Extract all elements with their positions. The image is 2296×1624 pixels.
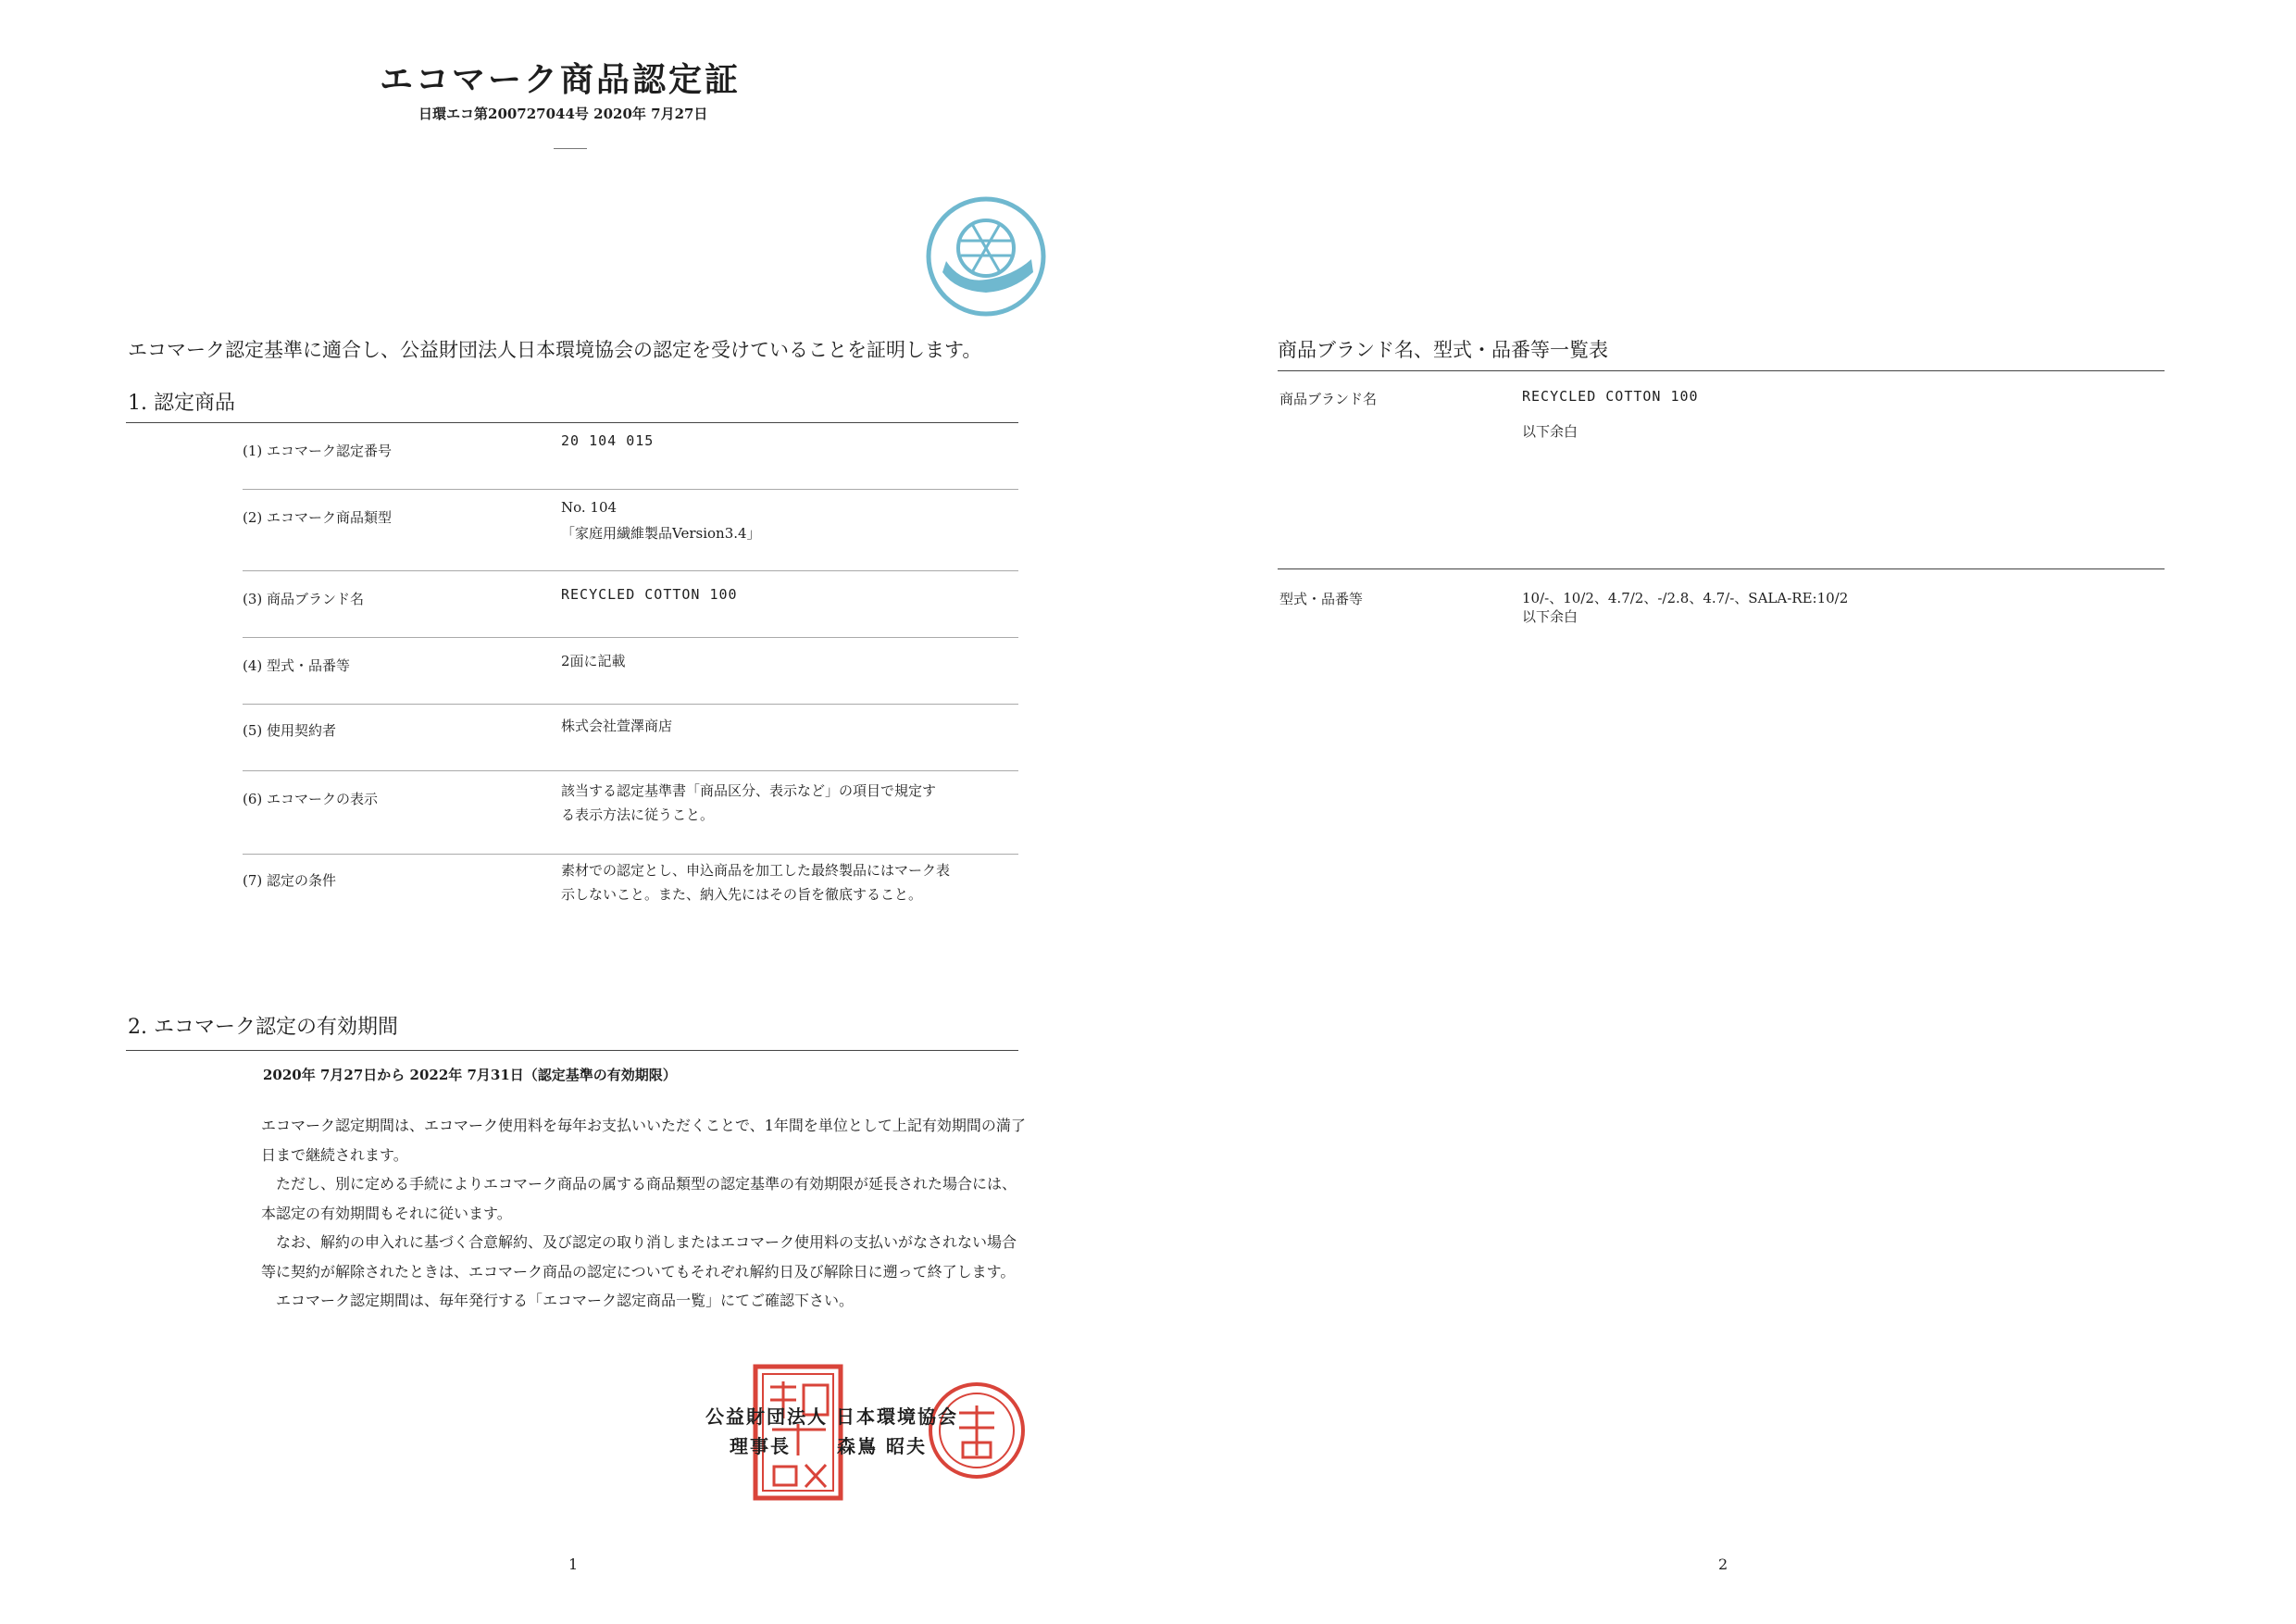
- item-label-brand-name: (3) 商品ブランド名: [243, 591, 365, 607]
- item-value-cert-number: 20 104 015: [561, 432, 655, 449]
- page-number: 1: [568, 1555, 579, 1573]
- item-value-contractor: 株式会社萱澤商店: [561, 718, 673, 734]
- item-label-contractor: (5) 使用契約者: [243, 722, 337, 739]
- item-label-product-category: (2) エコマーク商品類型: [243, 509, 393, 526]
- terms-paragraph: なお、解約の申入れに基づく合意解約、及び認定の取り消しまたはエコマーク使用料の支払いがなされない場合等に契約が解除されたときは、エコマーク商品の認定についてもそれぞれ解約日及び解除日に遡って終了します。: [261, 1233, 1017, 1280]
- item-divider: [243, 854, 1018, 855]
- model-value: 10/-、10/2、4.7/2、-/2.8、4.7/-、SALA-RE:10/2: [1522, 590, 1849, 606]
- section-1-heading: 1. 認定商品: [128, 392, 235, 415]
- item-value-product-category-no: No. 104: [561, 499, 618, 516]
- item-value-brand-name: RECYCLED COTTON 100: [561, 586, 738, 603]
- model-section-rule: [1278, 568, 2165, 569]
- validity-period: 2020年 7月27日から 2022年 7月31日（認定基準の有効期限）: [263, 1067, 677, 1083]
- certificate-title: エコマーク商品認定証: [380, 60, 742, 99]
- item-label-cert-number: (1) エコマーク認定番号: [243, 443, 393, 459]
- section-1-rule: [126, 422, 1018, 423]
- validity-terms: [261, 1111, 1029, 1316]
- item-divider: [243, 637, 1018, 638]
- item-divider: [243, 770, 1018, 771]
- brand-blank-note: 以下余白: [1522, 423, 1578, 440]
- item-value-conditions-line2: 示しないこと。また、納入先にはその旨を徹底すること。: [561, 886, 923, 903]
- ecomark-earth-hands-icon: [924, 194, 1048, 319]
- terms-paragraph: エコマーク認定期間は、毎年発行する「エコマーク認定商品一覧」にてご確認下さい。: [261, 1292, 855, 1309]
- item-label-model: (4) 型式・品番等: [243, 657, 351, 674]
- title-divider: [554, 148, 587, 149]
- model-blank-note: 以下余白: [1522, 608, 1578, 625]
- official-round-seal-icon: [926, 1380, 1028, 1481]
- section-2-heading: 2. エコマーク認定の有効期間: [128, 1016, 398, 1039]
- brand-value: RECYCLED COTTON 100: [1522, 388, 1699, 405]
- item-value-mark-display-line2: る表示方法に従うこと。: [561, 806, 715, 823]
- item-divider: [243, 704, 1018, 705]
- certificate-number-date: 日環エコ第200727044号 2020年 7月27日: [418, 106, 708, 122]
- certificate-page-2: [1148, 0, 2296, 1624]
- item-label-mark-display: (6) エコマークの表示: [243, 791, 379, 807]
- model-label: 型式・品番等: [1279, 591, 1364, 607]
- list-title: 商品ブランド名、型式・品番等一覧表: [1278, 339, 1608, 361]
- brand-label: 商品ブランド名: [1279, 391, 1378, 407]
- item-value-product-category-name: 「家庭用繊維製品Version3.4」: [561, 525, 761, 542]
- item-value-conditions-line1: 素材での認定とし、申込商品を加工した最終製品にはマーク表: [561, 862, 951, 879]
- page-number: 2: [1718, 1555, 1728, 1573]
- item-value-model: 2面に記載: [561, 653, 626, 669]
- section-2-rule: [126, 1050, 1018, 1051]
- item-label-conditions: (7) 認定の条件: [243, 872, 337, 889]
- signer-name: 森嶌 昭夫: [837, 1435, 927, 1457]
- item-divider: [243, 489, 1018, 490]
- signer-organization: 公益財団法人 日本環境協会: [705, 1405, 958, 1428]
- item-value-mark-display-line1: 該当する認定基準書「商品区分、表示など」の項目で規定す: [561, 782, 937, 799]
- terms-paragraph: ただし、別に定める手続によりエコマーク商品の属する商品類型の認定基準の有効期限が延長された場合には、本認定の有効期間もそれに従います。: [261, 1175, 1017, 1222]
- item-divider: [243, 570, 1018, 571]
- signer-title: 理事長: [730, 1435, 791, 1457]
- list-title-rule: [1278, 370, 2165, 371]
- certification-statement: エコマーク認定基準に適合し、公益財団法人日本環境協会の認定を受けていることを証明します。: [128, 339, 982, 361]
- terms-paragraph: エコマーク認定期間は、エコマーク使用料を毎年お支払いいただくことで、1年間を単位として上記有効期間の満了日まで継続されます。: [261, 1117, 1026, 1164]
